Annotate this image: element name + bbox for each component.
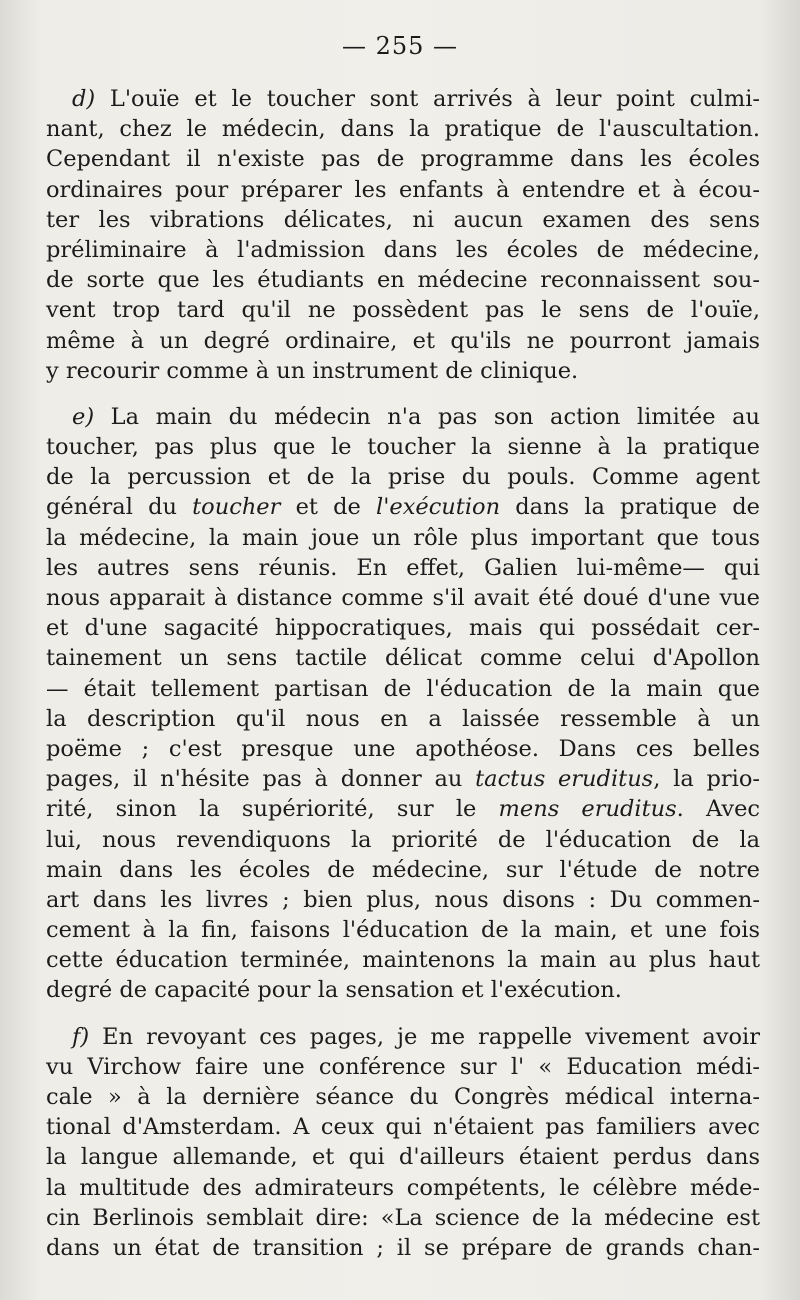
paragraph-marker: d) [72,86,96,112]
page-number: — 255 — [341,32,459,60]
text-line: toucher, pas plus que le toucher la sienne à la pratique [46,434,760,461]
text-line [46,794,760,824]
text-line: nant, chez le médecin, dans la pratique de l'auscultation. [46,116,760,143]
line-text: général du [46,494,193,521]
line-text: rité, sinon la supériorité, sur le [46,796,499,823]
text-line: lui, nous revendiquons la priorité de l'éducation de la [46,826,760,853]
text-line: art dans les livres ; bien plus, nous disons : Du commen- [46,886,760,913]
text-line: degré de capacité pour la sensation et l'exécution. [46,977,622,1004]
text-line: cement à la fin, faisons l'éducation de la main, et une fois [46,917,760,944]
italic-term: toucher [192,494,281,521]
text-line [46,84,760,114]
text-line: même à un degré ordinaire, et qu'ils ne pourront jamais [46,327,760,354]
text-line: cette éducation terminée, maintenons la main au plus haut [46,947,760,974]
paragraph-e [46,402,760,1006]
text-line: y recourir comme à un instrument de clinique. [46,357,579,384]
body-text [46,84,760,1279]
text-line: ter les vibrations délicates, ni aucun examen des sens [46,206,760,233]
text-line: main dans les écoles de médecine, sur l'étude de notre [46,856,760,883]
text-line: Cependant il n'existe pas de programme dans les écoles [46,146,760,173]
text-line [46,402,760,432]
paragraph-marker: e) [72,403,95,430]
line-text: La main du médecin n'a pas son action limitée au [94,403,760,430]
line-text: En revoyant ces pages, je me rappelle vivement avoir [89,1023,760,1050]
text-line: tional d'Amsterdam. A ceux qui n'étaient pas familiers avec [46,1114,760,1141]
text-line: tainement un sens tactile délicat comme celui d'Apollon [46,645,760,672]
text-line: la multitude des admirateurs compétents, le célèbre méde- [46,1174,760,1201]
text-line: préliminaire à l'admission dans les écoles de médecine, [46,236,760,263]
italic-term: l'exécution [376,494,501,521]
text-line: — était tellement partisan de l'éducation de la main que [46,675,760,702]
text-line: dans un état de transition ; il se prépare de grands chan- [46,1234,760,1261]
italic-term: tactus eruditus [475,766,654,793]
text-line: la langue allemande, et qui d'ailleurs étaient perdus dans [46,1144,760,1171]
text-line [46,492,760,522]
text-line: cin Berlinois semblait dire: «La science de la médecine est [46,1204,760,1231]
line-text: . Avec [676,796,760,823]
line-text: dans la pratique de [500,494,760,521]
line-text: , la prio- [653,766,760,793]
text-line: la description qu'il nous en a laissée ressemble à un [46,705,760,732]
text-line: poëme ; c'est presque une apothéose. Dans ces belles [46,735,760,762]
text-line: les autres sens réunis. En effet, Galien lui-même— qui [46,554,760,581]
line-text: et de [280,494,376,521]
text-line: vent trop tard qu'il ne possèdent pas le sens de l'ouïe, [46,297,760,324]
text-line: la médecine, la main joue un rôle plus important que tous [46,524,760,551]
text-line: de la percussion et de la prise du pouls. Comme agent [46,464,760,491]
text-line: nous apparait à distance comme s'il avait été doué d'une vue [46,585,760,611]
paragraph-marker: f) [72,1023,90,1050]
text-line: cale » à la dernière séance du Congrès médical interna- [46,1084,760,1110]
italic-term: mens eruditus [498,796,677,823]
line-text: L'ouïe et le toucher sont arrivés à leur point culmi- [95,86,760,112]
text-line [46,764,760,794]
text-line: vu Virchow faire une conférence sur l' « Education médi- [46,1053,760,1080]
paragraph-d [46,84,760,386]
text-line: et d'une sagacité hippocratiques, mais qui possédait cer- [46,615,760,642]
paragraph-f [46,1022,760,1264]
text-line: ordinaires pour préparer les enfants à entendre et à écou- [46,176,760,203]
text-line [46,1022,760,1052]
line-text: pages, il n'hésite pas à donner au [46,766,476,793]
text-line: de sorte que les étudiants en médecine reconnaissent sou- [46,267,760,294]
